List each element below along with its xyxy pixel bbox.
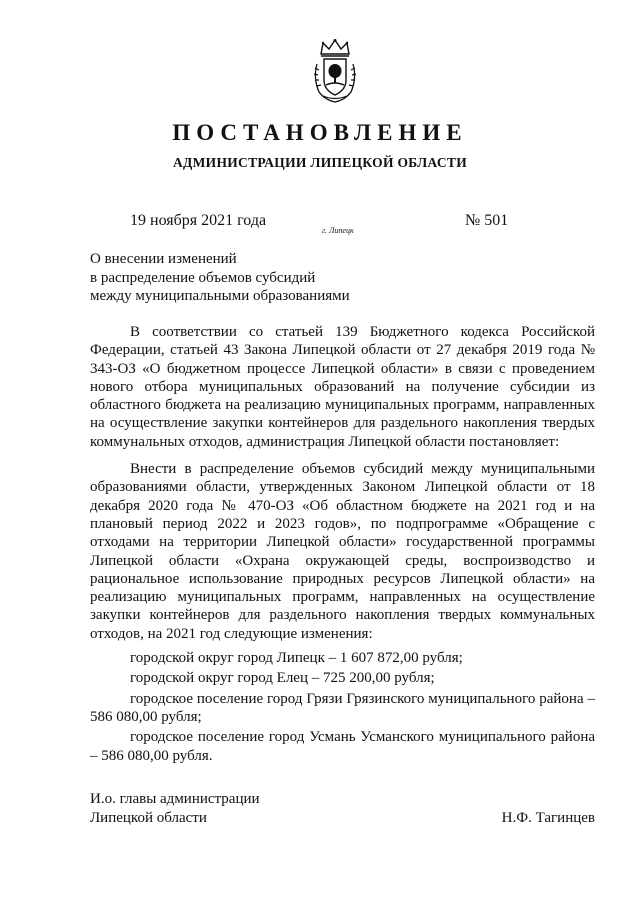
list-item: городское поселение город Грязи Грязинского муниципального района – 586 080,00 рубля; <box>90 690 595 725</box>
issuing-authority: АДМИНИСТРАЦИИ ЛИПЕЦКОЙ ОБЛАСТИ <box>172 155 468 170</box>
body-paragraph: Внести в распределение объемов субсидий между муниципальными образованиями области, утвержденных Законом Липецкой области от 18 декабря 2020 года № 470-ОЗ «Об областном бюджете на 2021 год и на плановый период 2022 и 2023 годов», по подпрограмме «Обращение с отходами на территории Липецкой области» государственной программы Липецкой области «Охрана окружающей среды, воспроизводство и рациональное использование природных ресурсов Липецкой области» на реализацию муниципальных программ, направленных на осуществление закупки контейнеров для раздельного накопления твердых коммунальных отходов, на 2021 год следующие изменения: <box>90 461 595 642</box>
signatory-position-line2: Липецкой области <box>90 810 207 826</box>
document-number: № 501 <box>465 212 509 229</box>
document-place: г. Липецк <box>322 226 354 235</box>
coat-of-arms-icon <box>311 38 359 104</box>
document-body <box>90 323 595 765</box>
body-paragraph: В соответствии со статьей 139 Бюджетного кодекса Российской Федерации, статьей 43 Закона Липецкой области от 27 декабря 2019 года № 343-ОЗ «О бюджетном процессе Липецкой области» в связи с проведением нового отбора муниципальных образований на получение субсидии из областного бюджета на реализацию муниципальных программ, направленных на осуществление закупки контейнеров для раздельного накопления твердых коммунальных отходов, администрация Липецкой области постановляет: <box>90 324 595 450</box>
subject-line: в распределение объемов субсидий <box>90 269 316 286</box>
signatory-position-line1: И.о. главы администрации <box>90 791 260 807</box>
document-date: 19 ноября 2021 года <box>130 212 267 229</box>
signatory-name: Н.Ф. Тагинцев <box>501 810 595 826</box>
signature-row <box>90 809 595 828</box>
document-subject <box>90 250 390 306</box>
document-title: ПОСТАНОВЛЕНИЕ <box>172 120 468 145</box>
list-item: городской округ город Липецк – 1 607 872,00 рубля; <box>130 650 463 667</box>
subject-line: между муниципальными образованиями <box>90 288 350 305</box>
list-item: городское поселение город Усмань Усманского муниципального района – 586 080,00 рубля. <box>90 729 595 764</box>
subject-line: О внесении изменений <box>90 251 237 267</box>
signature-block <box>90 790 595 828</box>
list-item: городской округ город Елец – 725 200,00 рубля; <box>130 670 435 687</box>
